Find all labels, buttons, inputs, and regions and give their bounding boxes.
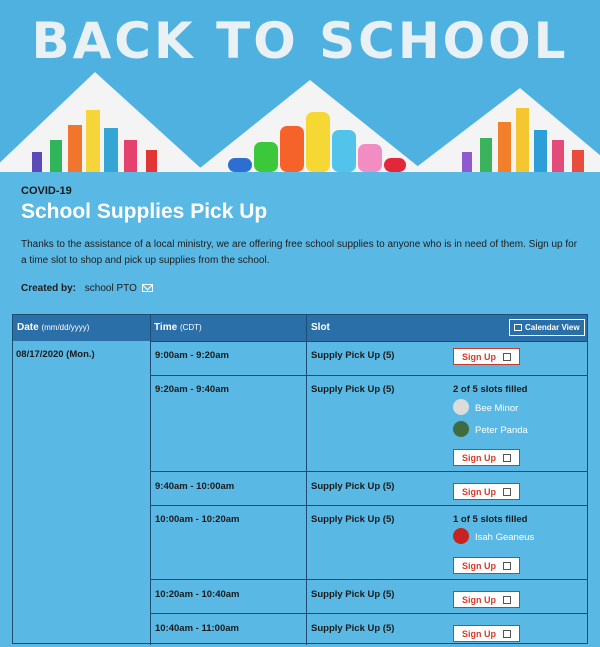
date-cell: 08/17/2020 (Mon.) (16, 349, 95, 360)
created-by-label: Created by: (21, 283, 77, 294)
signup-button[interactable]: Sign Up (453, 625, 520, 642)
signup-table (12, 314, 588, 644)
time-cell: 10:40am - 11:00am (155, 623, 239, 634)
music-avatar-icon (453, 399, 469, 415)
created-by (21, 283, 153, 294)
participant: Bee Minor (453, 403, 496, 414)
table-header (13, 315, 587, 341)
slot-cell: Supply Pick Up (5) (311, 384, 395, 395)
calendar-view-button[interactable]: Calendar View (509, 319, 585, 336)
time-cell: 10:00am - 10:20am (155, 514, 240, 525)
banner-title: BACK TO SCHOOL (31, 12, 569, 70)
category-tag: COVID-19 (21, 185, 72, 197)
checkbox[interactable] (503, 488, 511, 496)
slots-filled: 1 of 5 slots filled (453, 514, 528, 525)
slot-cell: Supply Pick Up (5) (311, 589, 395, 600)
time-cell: 9:20am - 9:40am (155, 384, 229, 395)
column-header-slot: Slot (311, 322, 330, 333)
signup-button[interactable]: Sign Up (453, 449, 520, 466)
slots-filled: 2 of 5 slots filled (453, 384, 528, 395)
checkbox[interactable] (503, 454, 511, 462)
checkbox[interactable] (503, 596, 511, 604)
apple-avatar-icon (453, 528, 469, 544)
slot-cell: Supply Pick Up (5) (311, 481, 395, 492)
participant: Isah Geaneus (453, 532, 512, 543)
checkbox[interactable] (503, 630, 511, 638)
time-cell: 9:00am - 9:20am (155, 350, 229, 361)
column-header-time: Time (CDT) (154, 322, 202, 333)
signup-button[interactable]: Sign Up (453, 591, 520, 608)
table-row (151, 579, 587, 613)
signup-button[interactable]: Sign Up (453, 348, 520, 365)
mail-icon[interactable] (142, 284, 153, 292)
time-cell: 10:20am - 10:40am (155, 589, 240, 600)
table-row (151, 613, 587, 647)
table-row (151, 471, 587, 505)
checkbox[interactable] (503, 353, 511, 361)
column-header-date: Date (mm/dd/yyyy) (17, 322, 90, 333)
participant: Peter Panda (453, 425, 506, 436)
slot-cell: Supply Pick Up (5) (311, 514, 395, 525)
slot-cell: Supply Pick Up (5) (311, 623, 395, 634)
table-row (151, 375, 587, 471)
header-banner (0, 0, 600, 172)
panda-avatar-icon (453, 421, 469, 437)
calendar-icon (514, 324, 522, 331)
table-row (151, 505, 587, 579)
signup-button[interactable]: Sign Up (453, 557, 520, 574)
creator-name[interactable]: school PTO (84, 283, 137, 294)
signup-button[interactable]: Sign Up (453, 483, 520, 500)
slot-cell: Supply Pick Up (5) (311, 350, 395, 361)
description: Thanks to the assistance of a local ministry, we are offering free school supplies to anyone who is in need of them. Sign up for a time slot to shop and pick up supplies from the school. (21, 239, 578, 266)
checkbox[interactable] (503, 562, 511, 570)
time-cell: 9:40am - 10:00am (155, 481, 235, 492)
page-title: School Supplies Pick Up (21, 200, 268, 223)
table-row (151, 341, 587, 375)
